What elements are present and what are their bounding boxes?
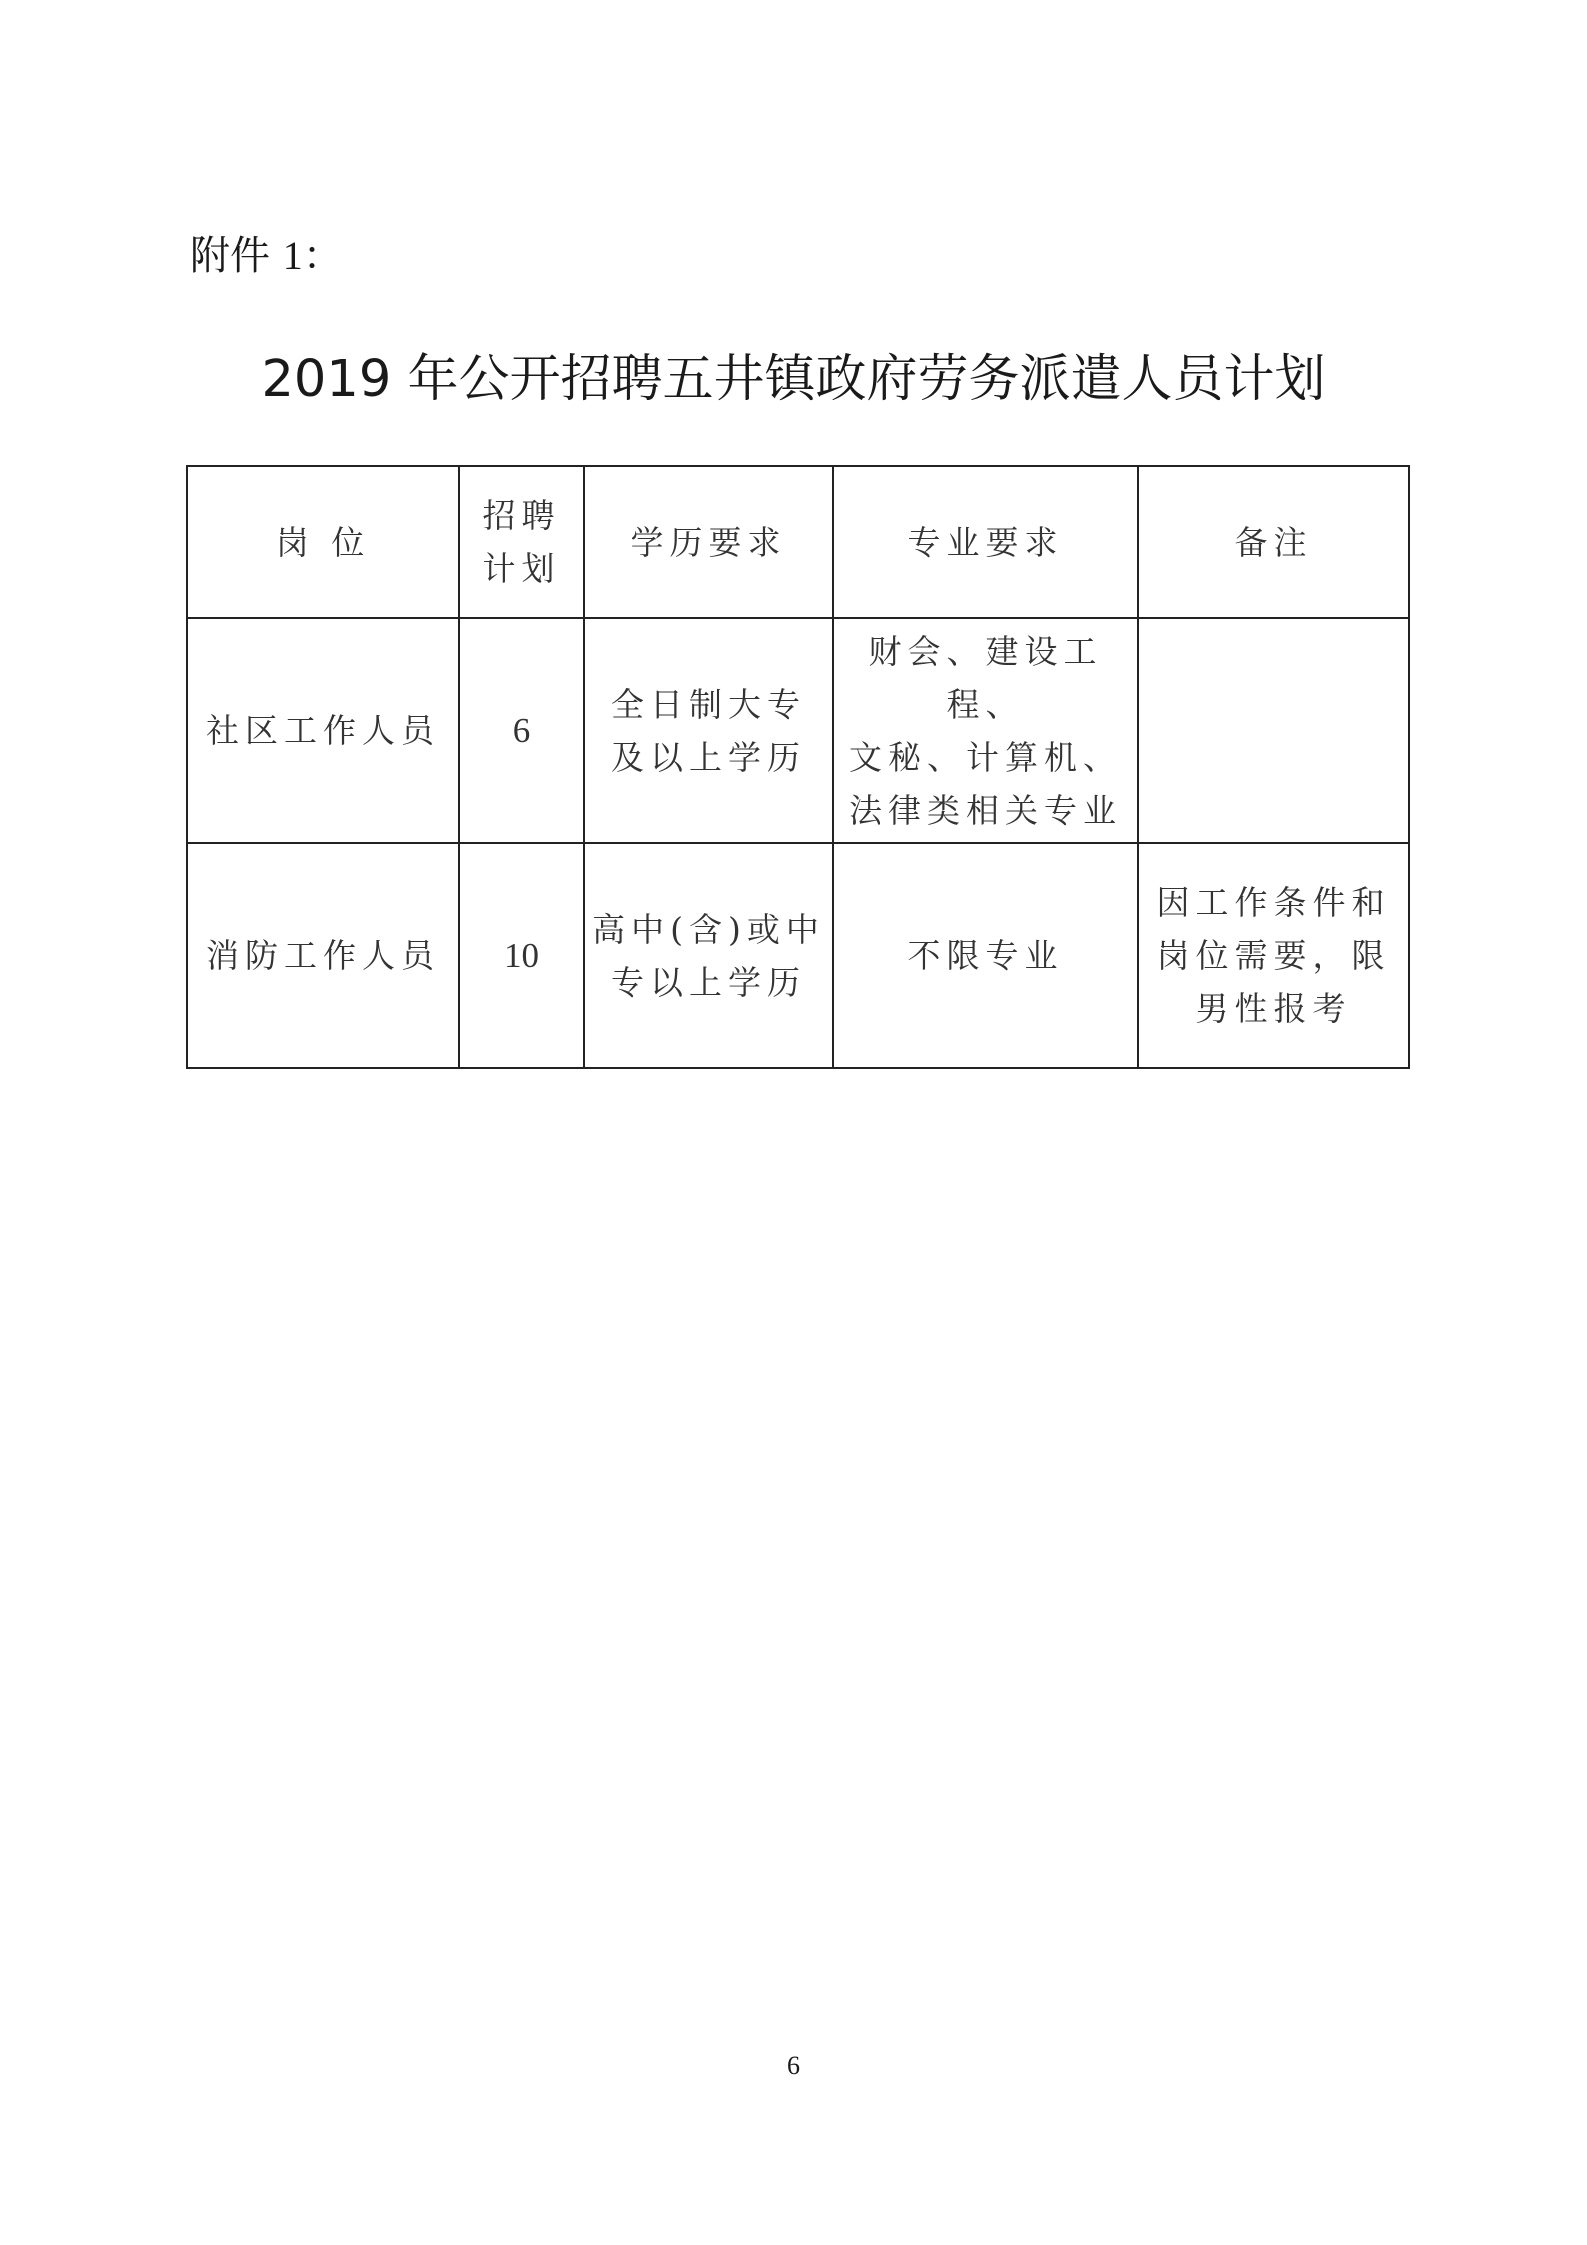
page-title: 2019 年公开招聘五井镇政府劳务派遣人员计划 <box>261 350 1326 409</box>
cell-remark <box>1138 618 1409 843</box>
attachment-number: 1 <box>282 233 303 278</box>
attachment-colon: ： <box>302 233 343 279</box>
cell-count: 6 <box>459 618 584 843</box>
cell-remark: 因工作条件和 岗位需要，限 男性报考 <box>1138 843 1409 1068</box>
cell-position: 社区工作人员 <box>187 618 459 843</box>
cell-position: 消防工作人员 <box>187 843 459 1068</box>
table-row <box>187 843 1409 1068</box>
cell-education: 高中(含)或中 专以上学历 <box>584 843 833 1068</box>
cell-count: 10 <box>459 843 584 1068</box>
cell-education: 全日制大专 及以上学历 <box>584 618 833 843</box>
header-plan-count: 招聘 计划 <box>459 466 584 618</box>
header-education: 学历要求 <box>584 466 833 618</box>
attachment-text: 附件 <box>190 233 270 279</box>
table-header-row <box>187 466 1409 618</box>
cell-major: 不限专业 <box>833 843 1138 1068</box>
page-number: 6 <box>787 2051 800 2080</box>
header-major: 专业要求 <box>833 466 1138 618</box>
recruitment-plan-table <box>186 465 1410 1069</box>
attachment-label <box>190 228 343 284</box>
table-row <box>187 618 1409 843</box>
header-position: 岗 位 <box>187 466 459 618</box>
cell-major: 财会、建设工程、 文秘、计算机、 法律类相关专业 <box>833 618 1138 843</box>
header-remark: 备注 <box>1138 466 1409 618</box>
